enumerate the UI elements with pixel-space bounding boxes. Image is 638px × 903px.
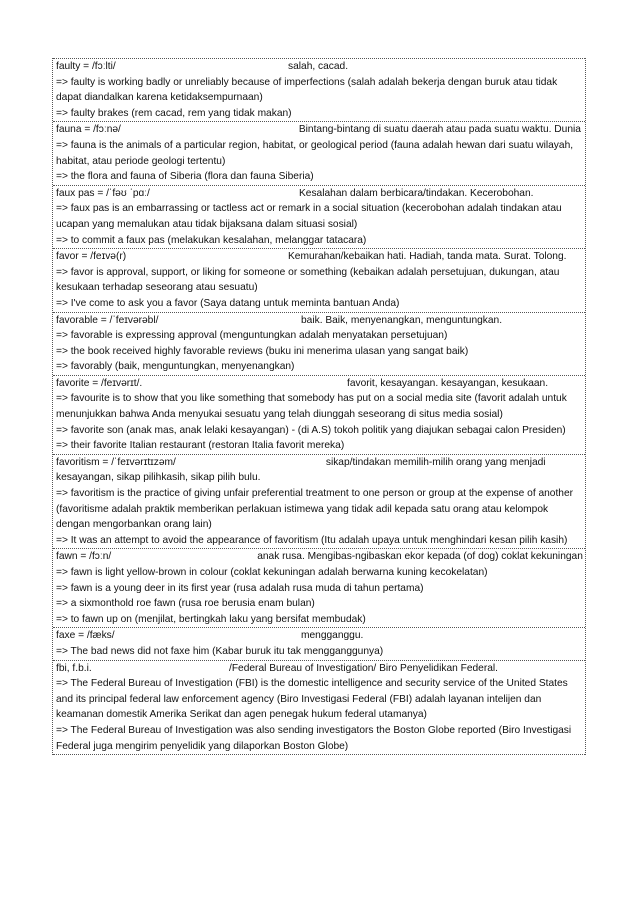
entry-headline	[56, 455, 583, 486]
entry-example: => a sixmonthold roe fawn (rusa roe berusia enam bulan)	[56, 598, 315, 610]
entry-definition: anak rusa. Mengibas-ngibaskan ekor kepada (of dog) coklat kekuningan	[257, 551, 583, 563]
glossary-entry-favorite	[53, 375, 585, 454]
entry-headline	[56, 122, 583, 138]
glossary-entry-faxe	[53, 627, 585, 659]
entry-example: => fauna is the animals of a particular region, habitat, or geological period (fauna adalah hewan dari suatu wilayah, habitat, atau periode geologi tertentu)	[56, 139, 574, 167]
entry-term: fauna = /fɔːnə/	[56, 124, 121, 136]
entry-headline	[56, 59, 583, 75]
entry-example: => to fawn up on (menjilat, bertingkah laku yang bersifat membudak)	[56, 613, 366, 625]
entry-example: => I've come to ask you a favor (Saya datang untuk meminta bantuan Anda)	[56, 297, 400, 309]
glossary-entry-favoritism	[53, 454, 585, 549]
entry-term: faux pas = /ˈfəʊ ˈpɑː/	[56, 187, 150, 199]
entry-headline	[56, 186, 583, 202]
entry-term: favoritism = /ˈfeɪvərɪtɪzəm/	[56, 456, 176, 468]
entry-term: fbi, f.b.i.	[56, 662, 92, 674]
glossary-entry-faux-pas	[53, 185, 585, 248]
entry-term: faulty = /fɔːlti/	[56, 61, 116, 72]
entry-definition: mengganggu.	[301, 630, 364, 642]
entry-example: => favoritism is the practice of giving unfair preferential treatment to one person or group at the expense of another (favoritisme adalah praktik memberikan perlakuan istimewa yang tidak adil kepada satu orang atau kelompok dengan mengorbankan orang lain)	[56, 488, 574, 531]
entry-definition: sikap/tindakan memilih-milih orang yang menjadi kesayangan, sikap pilihkasih, sikap pilih bulu.	[56, 456, 546, 484]
entry-example: => favor is approval, support, or liking for someone or something (kebaikan adalah persetujuan, dukungan, atau kesukaan terhadap seseorang atau sesuatu)	[56, 266, 560, 294]
entry-headline	[56, 376, 583, 392]
entry-example: => their favorite Italian restaurant (restoran Italia favorit mereka)	[56, 440, 345, 452]
entry-term: fawn = /fɔːn/	[56, 551, 112, 563]
entry-example: => favorably (baik, menguntungkan, menyenangkan)	[56, 361, 295, 373]
glossary-entry-fauna	[53, 121, 585, 184]
entry-term: favorite = /feɪvərɪt/.	[56, 377, 143, 389]
entry-example: => fawn is a young deer in its first year (rusa adalah rusa muda di tahun pertama)	[56, 582, 424, 594]
entry-definition: salah, cacad.	[288, 61, 349, 72]
entry-definition: favorit, kesayangan. kesayangan, kesukaan.	[347, 377, 549, 389]
entry-example: => The Federal Bureau of Investigation was also sending investigators the Boston Globe reported (Biro Investigasi Federal juga mengirim penyelidik yang dilaporkan Boston Globe)	[56, 724, 572, 752]
entry-headline	[56, 661, 583, 677]
glossary-entry-favorable	[53, 312, 585, 375]
entry-definition: Bintang-bintang di suatu daerah atau pada suatu waktu. Dunia	[298, 124, 581, 136]
entry-example: => faulty is working badly or unreliably because of imperfections (salah adalah bekerja dengan buruk atau tidak dapat diandalkan karena ketidaksempurnaan)	[56, 76, 558, 104]
entry-definition: Kesalahan dalam berbicara/tindakan. Kecerobohan.	[299, 187, 534, 199]
entry-example: => favorable is expressing approval (menguntungkan adalah menyatakan persetujuan)	[56, 330, 448, 342]
entry-example: => The bad news did not faxe him (Kabar buruk itu tak mengganggunya)	[56, 645, 384, 657]
entry-example: => It was an attempt to avoid the appearance of favoritism (Itu adalah upaya untuk menghindari kesan pilih kasih)	[56, 534, 568, 546]
entry-headline	[56, 313, 583, 329]
entry-definition: /Federal Bureau of Investigation/ Biro Penyelidikan Federal.	[229, 662, 498, 674]
entry-headline	[56, 549, 583, 565]
entry-example: => fawn is light yellow-brown in colour (coklat kekuningan adalah berwarna kuning kecokelatan)	[56, 567, 488, 578]
entry-term: favorable = /ˈfeɪvərəbl/	[56, 314, 159, 326]
entry-example: => the flora and fauna of Siberia (flora dan fauna Siberia)	[56, 171, 314, 183]
entry-definition: Kemurahan/kebaikan hati. Hadiah, tanda mata. Surat. Tolong.	[288, 251, 567, 263]
entry-example: => faux pas is an embarrassing or tactless act or remark in a social situation (kecerobohan adalah tindakan atau ucapan yang memalukan atau tidak bijaksana dalam situasi sosial)	[56, 203, 562, 230]
glossary-entry-favor	[53, 248, 585, 311]
entry-example: => the book received highly favorable reviews (buku ini menerima ulasan yang sangat baik)	[56, 345, 469, 357]
glossary-entry-fbi	[53, 660, 585, 756]
entry-headline	[56, 628, 583, 644]
entry-example: => favorite son (anak mas, anak lelaki kesayangan) - (di A.S) tokoh politik yang diajukan sebagai calon Presiden)	[56, 424, 566, 436]
entry-example: => to commit a faux pas (melakukan kesalahan, melanggar tatacara)	[56, 234, 367, 246]
entry-headline	[56, 249, 583, 265]
glossary-entry-fawn	[53, 548, 585, 627]
entry-term: faxe = /fæks/	[56, 630, 115, 642]
entry-term: favor = /feɪvə(r)	[56, 251, 127, 263]
entry-example: => faulty brakes (rem cacad, rem yang tidak makan)	[56, 107, 292, 119]
glossary-table	[52, 58, 586, 755]
entry-example: => The Federal Bureau of Investigation (FBI) is the domestic intelligence and security service of the United States and its principal federal law enforcement agency (Biro Investigasi Federal (FBI) adalah layanan intelijen dan keamanan domestik Amerika Serikat dan agen penegak hukum federal utamanya)	[56, 678, 568, 721]
entry-definition: baik. Baik, menyenangkan, menguntungkan.	[301, 314, 503, 326]
glossary-entry-faulty	[53, 58, 585, 121]
entry-example: => favourite is to show that you like something that somebody has put on a social media site (favorit adalah untuk menunjukkan bahwa Anda menyukai sesuatu yang telah diunggah seseorang di situs media sosial)	[56, 393, 567, 421]
